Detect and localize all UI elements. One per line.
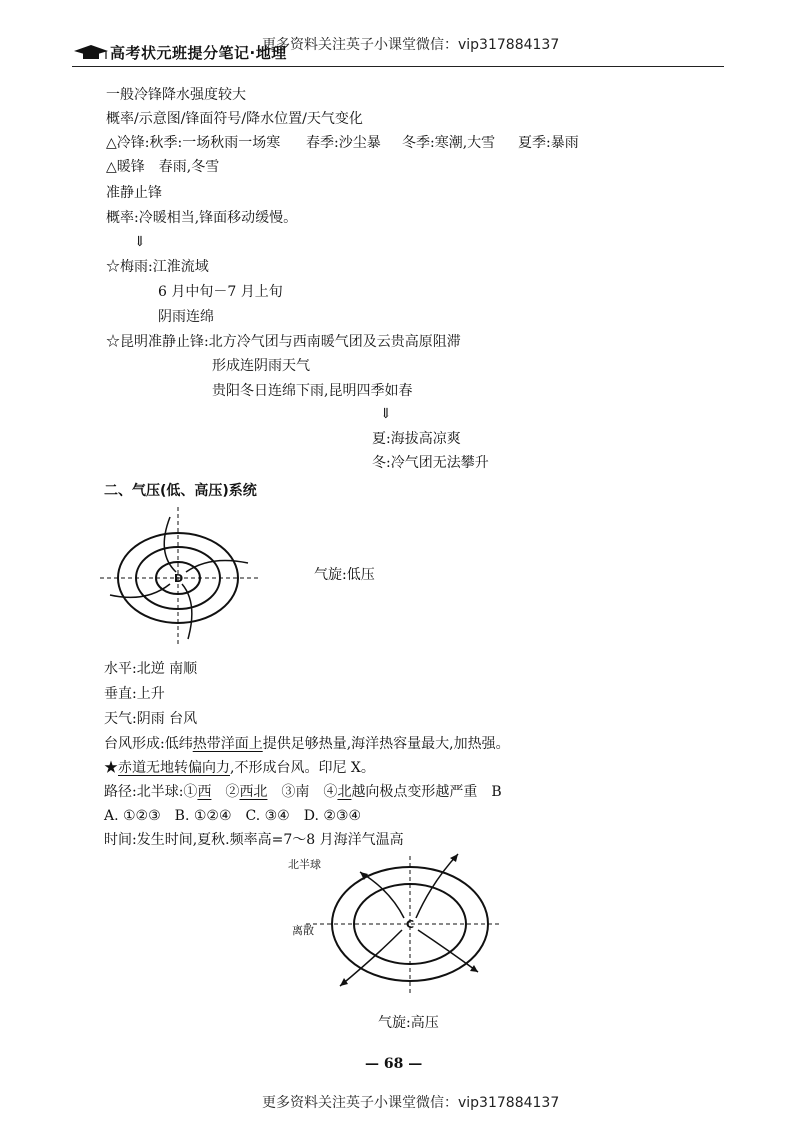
header-title: 高考状元班提分笔记·地理 <box>110 44 287 62</box>
arrow-down: ⇓ <box>134 234 146 250</box>
note-line: 夏季:暴雨 <box>518 135 579 151</box>
section-heading: 二、气压(低、高压)系统 <box>104 483 257 499</box>
text-segment: 路径:北半球:① <box>104 784 198 800</box>
underlined-text: 热带洋面上 <box>192 736 263 752</box>
note-line: 阴雨连绵 <box>158 309 214 325</box>
note-line: 天气:阴雨 台风 <box>104 711 198 727</box>
note-line: 水平:北逆 南顺 <box>104 661 198 677</box>
arrow-down: ⇓ <box>380 406 392 422</box>
note-line: 6 月中旬－7 月上旬 <box>158 284 283 300</box>
underlined-text: 北 <box>337 784 352 800</box>
note-line: 贵阳冬日连绵下雨,昆明四季如春 <box>212 383 413 399</box>
note-line: ☆梅雨:江淮流域 <box>106 259 209 275</box>
equator-note-line <box>104 759 375 777</box>
text-segment: 台风形成:低纬 <box>104 736 193 752</box>
path-question-line <box>104 783 502 801</box>
high-center-label: C <box>406 918 415 931</box>
note-line: 形成连阴雨天气 <box>212 358 310 374</box>
header-watermark: 更多资料关注英子小课堂微信：vip317884137 <box>262 37 560 53</box>
note-line: ☆昆明准静止锋:北方冷气团与西南暖气团及云贵高原阻滞 <box>106 334 461 350</box>
note-line: 夏:海拔高凉爽 <box>372 431 461 447</box>
header-divider <box>72 66 724 67</box>
text-segment: ③南 ④ <box>267 784 338 800</box>
note-line: 垂直:上升 <box>104 686 165 702</box>
low-center-label: D <box>174 572 184 585</box>
underlined-text: 赤道无地转偏向力 <box>118 760 230 776</box>
note-line: 冬:冷气团无法攀升 <box>372 455 489 471</box>
star-icon: ★ <box>104 760 118 776</box>
note-line: 时间:发生时间,夏秋.频率高=7～8 月海洋气温高 <box>104 832 404 848</box>
typhoon-formation-line <box>104 735 510 753</box>
underlined-text: 西 <box>197 784 212 800</box>
note-line: 春季:沙尘暴 <box>306 135 381 151</box>
hemisphere-label: 北半球 <box>288 858 321 871</box>
footer-watermark: 更多资料关注英子小课堂微信：vip317884137 <box>262 1095 560 1111</box>
note-line: 准静止锋 <box>106 185 162 201</box>
note-line: 一般冷锋降水强度较大 <box>106 87 246 103</box>
underlined-text: 西北 <box>239 784 268 800</box>
note-line: 冬季:寒潮,大雪 <box>402 135 496 151</box>
page-number: — 68 — <box>365 1056 423 1072</box>
note-line: △冷锋:秋季:一场秋雨一场寒 <box>106 135 281 151</box>
note-line: △暖锋 春雨,冬雪 <box>106 159 220 175</box>
anticyclone-diagram <box>282 850 504 1040</box>
text-segment: ② <box>211 784 240 800</box>
note-line: 概率:冷暖相当,锋面移动缓慢。 <box>106 210 298 226</box>
note-line: 概率/示意图/锋面符号/降水位置/天气变化 <box>106 111 363 127</box>
graduation-cap-icon <box>72 42 110 62</box>
diagram-caption: 气旋:低压 <box>314 567 375 583</box>
diagram-caption: 气旋:高压 <box>378 1015 439 1031</box>
text-segment: 越向极点变形越严重 B <box>351 784 502 800</box>
text-segment: 提供足够热量,海洋热容量最大,加热强。 <box>262 736 510 752</box>
divergence-label: 离散 <box>292 924 314 937</box>
text-segment: ,不形成台风。印尼 X。 <box>230 760 375 776</box>
answer-options: A. ①②③ B. ①②④ C. ③④ D. ②③④ <box>104 808 361 824</box>
cyclone-diagram <box>98 505 266 650</box>
